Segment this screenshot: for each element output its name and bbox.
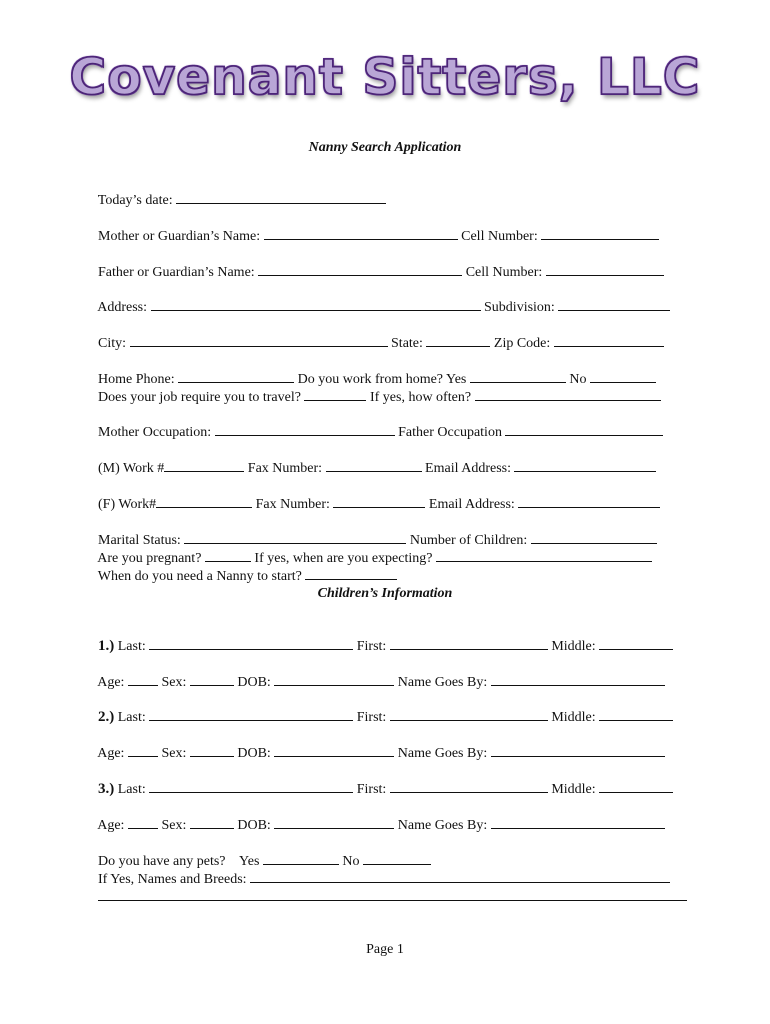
child-3-last-field[interactable] bbox=[149, 780, 353, 793]
dob-label: DOB: bbox=[237, 746, 271, 761]
father-name-label: Father or Guardian’s Name: bbox=[98, 265, 255, 280]
father-occupation-field[interactable] bbox=[505, 423, 663, 436]
how-often-label: If yes, how often? bbox=[369, 390, 472, 405]
children-info-title: Children’s Information bbox=[317, 586, 453, 601]
zip-field[interactable] bbox=[554, 334, 664, 347]
m-email-label: Email Address: bbox=[425, 461, 511, 476]
child-1-first-field[interactable] bbox=[390, 637, 548, 650]
age-label: Age: bbox=[97, 818, 125, 833]
home-phone-label: Home Phone: bbox=[98, 372, 175, 387]
child-1-middle-field[interactable] bbox=[599, 637, 673, 650]
middle-label: Middle: bbox=[551, 782, 596, 797]
name-goes-by-label: Name Goes By: bbox=[397, 818, 488, 833]
father-cell-label: Cell Number: bbox=[465, 265, 543, 280]
child-2-dob-field[interactable] bbox=[274, 744, 394, 757]
row-father bbox=[91, 247, 664, 281]
pet-names-label: If Yes, Names and Breeds: bbox=[98, 872, 247, 887]
travel-field[interactable] bbox=[304, 388, 366, 401]
middle-label: Middle: bbox=[551, 639, 596, 654]
father-cell-field[interactable] bbox=[546, 263, 664, 276]
child-1-name-goes-by-field[interactable] bbox=[491, 673, 665, 686]
child-3-age-field[interactable] bbox=[128, 816, 158, 829]
address-label: Address: bbox=[97, 300, 148, 315]
mother-name-field[interactable] bbox=[264, 227, 458, 240]
address-field[interactable] bbox=[151, 298, 481, 311]
row-todays-date bbox=[91, 175, 386, 209]
nanny-start-field[interactable] bbox=[305, 567, 397, 580]
marital-status-label: Marital Status: bbox=[98, 533, 181, 548]
m-email-field[interactable] bbox=[514, 459, 656, 472]
work-from-home-no-label: No bbox=[569, 372, 587, 387]
m-work-label: (M) Work # bbox=[98, 461, 165, 476]
state-label: State: bbox=[391, 336, 423, 351]
pets-question: Do you have any pets? bbox=[98, 854, 226, 869]
pregnant-label: Are you pregnant? bbox=[97, 551, 202, 566]
child-3-name-goes-by-field[interactable] bbox=[491, 816, 665, 829]
dob-label: DOB: bbox=[237, 675, 271, 690]
child-1-sex-field[interactable] bbox=[190, 673, 234, 686]
f-email-label: Email Address: bbox=[428, 497, 515, 512]
pets-yes-label: Yes bbox=[239, 854, 260, 869]
father-name-field[interactable] bbox=[258, 263, 462, 276]
child-3-details-row bbox=[91, 800, 665, 834]
last-label: Last: bbox=[117, 639, 146, 654]
f-work-field[interactable] bbox=[156, 495, 252, 508]
row-occupation bbox=[91, 407, 663, 441]
travel-label: Does your job require you to travel? bbox=[98, 390, 301, 405]
m-fax-label: Fax Number: bbox=[247, 461, 323, 476]
page-number: Page 1 bbox=[366, 942, 404, 957]
row-m-work bbox=[91, 443, 656, 477]
mother-cell-field[interactable] bbox=[541, 227, 659, 240]
number-of-children-label: Number of Children: bbox=[409, 533, 528, 548]
work-from-home-label: Do you work from home? Yes bbox=[297, 372, 467, 387]
middle-label: Middle: bbox=[551, 710, 596, 725]
expecting-label: If yes, when are you expecting? bbox=[254, 551, 433, 566]
last-label: Last: bbox=[117, 782, 146, 797]
pet-names-field-continued[interactable] bbox=[98, 888, 687, 901]
todays-date-field[interactable] bbox=[176, 191, 386, 204]
name-goes-by-label: Name Goes By: bbox=[397, 746, 488, 761]
child-number: 1.) bbox=[98, 638, 115, 654]
row-city bbox=[91, 318, 664, 352]
subdivision-label: Subdivision: bbox=[484, 300, 555, 315]
form-title: Nanny Search Application bbox=[308, 140, 462, 155]
row-travel bbox=[91, 372, 661, 406]
row-nanny-start bbox=[91, 551, 397, 585]
mother-occupation-field[interactable] bbox=[215, 423, 395, 436]
name-goes-by-label: Name Goes By: bbox=[397, 675, 488, 690]
child-1-name-row bbox=[91, 621, 673, 655]
child-2-middle-field[interactable] bbox=[599, 708, 673, 721]
last-label: Last: bbox=[117, 710, 146, 725]
subdivision-field[interactable] bbox=[558, 298, 670, 311]
sex-label: Sex: bbox=[161, 818, 187, 833]
nanny-start-label: When do you need a Nanny to start? bbox=[97, 569, 302, 584]
child-2-sex-field[interactable] bbox=[190, 744, 234, 757]
row-f-work bbox=[91, 479, 660, 513]
dob-label: DOB: bbox=[237, 818, 271, 833]
mother-cell-label: Cell Number: bbox=[461, 229, 538, 244]
city-label: City: bbox=[98, 336, 127, 351]
child-number: 3.) bbox=[98, 781, 115, 797]
child-2-name-goes-by-field[interactable] bbox=[491, 744, 665, 757]
sex-label: Sex: bbox=[161, 675, 187, 690]
f-email-field[interactable] bbox=[518, 495, 660, 508]
child-1-dob-field[interactable] bbox=[274, 673, 394, 686]
mother-name-label: Mother or Guardian’s Name: bbox=[98, 229, 261, 244]
pets-no-label: No bbox=[342, 854, 360, 869]
m-work-field[interactable] bbox=[164, 459, 244, 472]
sex-label: Sex: bbox=[161, 746, 187, 761]
age-label: Age: bbox=[97, 675, 125, 690]
f-fax-field[interactable] bbox=[333, 495, 425, 508]
child-2-details-row bbox=[91, 728, 665, 762]
first-label: First: bbox=[356, 639, 387, 654]
child-1-last-field[interactable] bbox=[149, 637, 353, 650]
first-label: First: bbox=[356, 710, 387, 725]
row-mother bbox=[91, 211, 659, 245]
child-3-dob-field[interactable] bbox=[274, 816, 394, 829]
child-3-middle-field[interactable] bbox=[599, 780, 673, 793]
m-fax-field[interactable] bbox=[326, 459, 422, 472]
child-3-sex-field[interactable] bbox=[190, 816, 234, 829]
f-work-label: (F) Work# bbox=[98, 497, 157, 512]
row-address bbox=[91, 282, 670, 316]
mother-occupation-label: Mother Occupation: bbox=[98, 425, 212, 440]
first-label: First: bbox=[356, 782, 387, 797]
child-2-first-field[interactable] bbox=[390, 708, 548, 721]
f-fax-label: Fax Number: bbox=[255, 497, 330, 512]
city-field[interactable] bbox=[130, 334, 388, 347]
child-number: 2.) bbox=[98, 709, 115, 725]
child-3-first-field[interactable] bbox=[390, 780, 548, 793]
expecting-field[interactable] bbox=[436, 549, 652, 562]
company-logo: Covenant Sitters, LLC bbox=[69, 48, 701, 106]
child-2-name-row bbox=[91, 692, 673, 726]
child-2-last-field[interactable] bbox=[149, 708, 353, 721]
child-2-age-field[interactable] bbox=[128, 744, 158, 757]
how-often-field[interactable] bbox=[475, 388, 661, 401]
child-1-details-row bbox=[91, 657, 665, 691]
row-pet-names-continued bbox=[91, 872, 687, 906]
child-1-age-field[interactable] bbox=[128, 673, 158, 686]
father-occupation-label: Father Occupation bbox=[398, 425, 502, 440]
age-label: Age: bbox=[97, 746, 125, 761]
todays-date-label: Today’s date: bbox=[97, 193, 173, 208]
child-3-name-row bbox=[91, 764, 673, 798]
state-field[interactable] bbox=[426, 334, 490, 347]
zip-label: Zip Code: bbox=[493, 336, 551, 351]
